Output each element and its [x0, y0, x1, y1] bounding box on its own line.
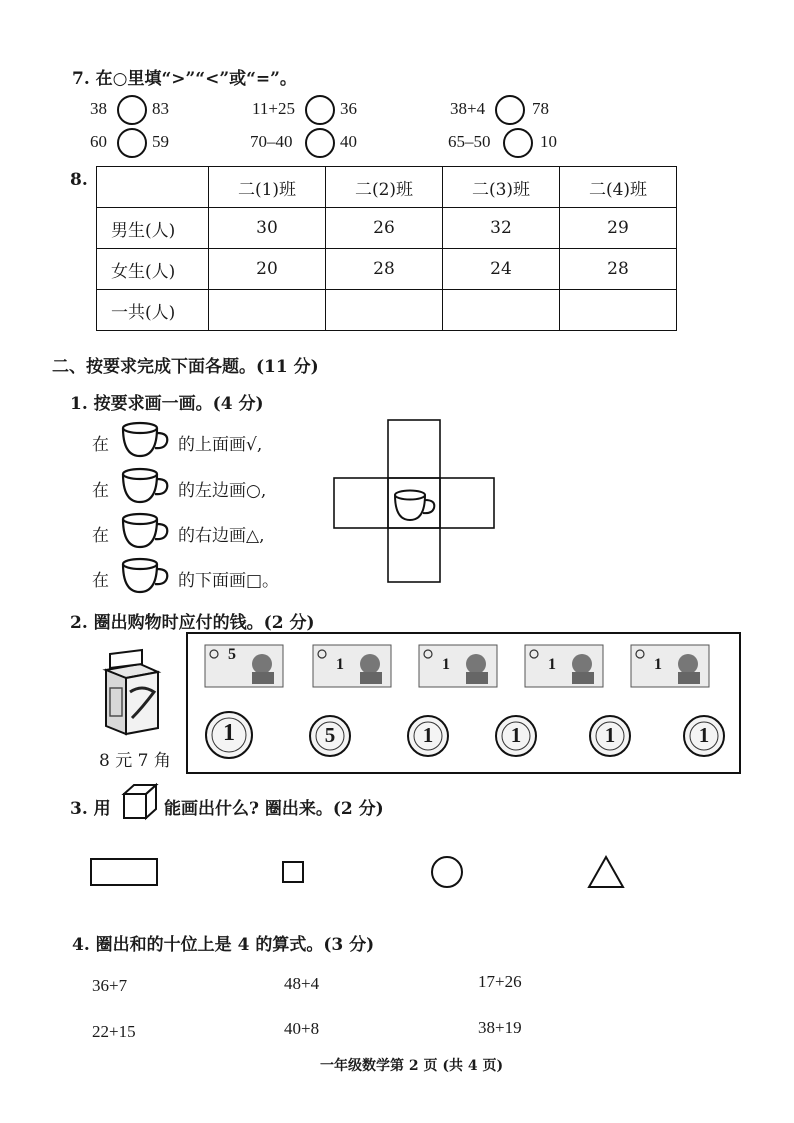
expression[interactable]: 48+4 — [284, 974, 320, 993]
q7-r1c1-right: 83 — [152, 99, 169, 118]
q7-r2c2-right: 40 — [340, 132, 357, 151]
price-label: 8 元 7 角 — [99, 751, 171, 771]
q4-title: 4. 圈出和的十位上是 4 的算式。(3 分) — [72, 935, 375, 955]
answer-cell[interactable] — [209, 290, 326, 331]
note-value: 1 — [442, 656, 450, 673]
table-header-cell: 二(3)班 — [443, 167, 560, 208]
q1-line-post: 的右边画△, — [178, 526, 265, 546]
table-row — [97, 249, 677, 290]
table-row — [97, 208, 677, 249]
table-header-cell: 二(2)班 — [326, 167, 443, 208]
coin-value: 1 — [510, 723, 522, 747]
grid-cell-right[interactable] — [440, 478, 494, 528]
q1-line-pre: 在 — [92, 435, 109, 455]
q7-r2c3-left: 65–50 — [448, 132, 491, 151]
grid-cell-left[interactable] — [334, 478, 388, 528]
table-cell: 24 — [443, 249, 560, 290]
banknote[interactable] — [524, 644, 604, 688]
q7-r1c2-left: 11+25 — [252, 99, 295, 118]
section2-title: 二、按要求完成下面各题。(11 分) — [52, 357, 319, 377]
q7-r2c3-right: 10 — [540, 132, 557, 151]
row-label: 女生(人) — [97, 249, 209, 290]
coin-value: 1 — [604, 723, 616, 747]
banknote[interactable] — [204, 644, 284, 688]
banknote[interactable] — [312, 644, 392, 688]
coin-value: 1 — [223, 720, 235, 746]
q1-line-post: 的左边画○, — [178, 481, 267, 501]
milk-carton-icon — [96, 648, 166, 738]
expression[interactable]: 17+26 — [478, 972, 522, 991]
expression[interactable]: 36+7 — [92, 976, 128, 995]
cup-icon — [120, 556, 172, 596]
table-cell: 32 — [443, 208, 560, 249]
note-value: 5 — [228, 646, 236, 663]
answer-cell[interactable] — [326, 290, 443, 331]
coin[interactable] — [494, 714, 538, 758]
q1-title: 1. 按要求画一画。(4 分) — [70, 394, 264, 414]
class-table — [96, 166, 677, 331]
table-header-row — [97, 167, 677, 208]
table-cell: 29 — [560, 208, 677, 249]
banknote[interactable] — [418, 644, 498, 688]
q7-r1c3-right: 78 — [532, 99, 549, 118]
compare-circle[interactable] — [305, 95, 335, 125]
table-cell: 28 — [326, 249, 443, 290]
cup-icon — [120, 511, 172, 551]
coin-value: 1 — [422, 723, 434, 747]
compare-circle[interactable] — [117, 128, 147, 158]
coin[interactable] — [204, 710, 254, 760]
table-cell: 30 — [209, 208, 326, 249]
cup-icon — [120, 420, 172, 460]
q8-label: 8. — [70, 170, 88, 190]
grid-cell-top[interactable] — [388, 420, 440, 478]
compare-circle[interactable] — [503, 128, 533, 158]
compare-circle[interactable] — [495, 95, 525, 125]
coin[interactable] — [588, 714, 632, 758]
table-row — [97, 290, 677, 331]
coin-value: 1 — [698, 723, 710, 747]
cube-icon — [120, 782, 160, 822]
note-value: 1 — [654, 656, 662, 673]
q7-title: 7. 在○里填“>”“<”或“=”。 — [72, 69, 297, 89]
grid-cell-bottom[interactable] — [388, 528, 440, 582]
table-header-cell: 二(1)班 — [209, 167, 326, 208]
note-value: 1 — [548, 656, 556, 673]
triangle-shape[interactable] — [586, 854, 626, 890]
q1-line-pre: 在 — [92, 481, 109, 501]
page-footer: 一年级数学第 2 页 (共 4 页) — [320, 1058, 504, 1074]
q7-r2c2-left: 70–40 — [250, 132, 293, 151]
note-value: 1 — [336, 656, 344, 673]
rectangle-shape[interactable] — [90, 858, 158, 886]
compare-circle[interactable] — [305, 128, 335, 158]
q7-r1c1-left: 38 — [90, 99, 107, 118]
answer-cell[interactable] — [560, 290, 677, 331]
q3-title-pre: 3. 用 — [70, 799, 111, 819]
coin[interactable] — [308, 714, 352, 758]
square-shape[interactable] — [282, 861, 304, 883]
q7-r2c1-left: 60 — [90, 132, 107, 151]
answer-cell[interactable] — [443, 290, 560, 331]
money-box — [186, 632, 741, 774]
q2-title: 2. 圈出购物时应付的钱。(2 分) — [70, 613, 315, 633]
table-cell: 28 — [560, 249, 677, 290]
coin-value: 5 — [324, 723, 336, 747]
cup-icon — [395, 491, 434, 521]
expression[interactable]: 22+15 — [92, 1022, 136, 1041]
table-header-cell — [97, 167, 209, 208]
table-cell: 26 — [326, 208, 443, 249]
row-label: 一共(人) — [97, 290, 209, 331]
q1-line-post: 的上面画√, — [178, 435, 263, 455]
expression[interactable]: 40+8 — [284, 1019, 320, 1038]
coin[interactable] — [682, 714, 726, 758]
row-label: 男生(人) — [97, 208, 209, 249]
circle-shape[interactable] — [431, 856, 463, 888]
banknote[interactable] — [630, 644, 710, 688]
q1-line-pre: 在 — [92, 526, 109, 546]
cross-grid — [330, 418, 500, 584]
coin[interactable] — [406, 714, 450, 758]
q1-line-pre: 在 — [92, 571, 109, 591]
q7-r2c1-right: 59 — [152, 132, 169, 151]
q1-line-post: 的下面画□。 — [178, 571, 280, 591]
expression[interactable]: 38+19 — [478, 1018, 522, 1037]
table-header-cell: 二(4)班 — [560, 167, 677, 208]
cup-icon — [120, 466, 172, 506]
compare-circle[interactable] — [117, 95, 147, 125]
q7-r1c2-right: 36 — [340, 99, 357, 118]
q3-title-post: 能画出什么? 圈出来。(2 分) — [164, 799, 384, 819]
q7-r1c3-left: 38+4 — [450, 99, 486, 118]
table-cell: 20 — [209, 249, 326, 290]
